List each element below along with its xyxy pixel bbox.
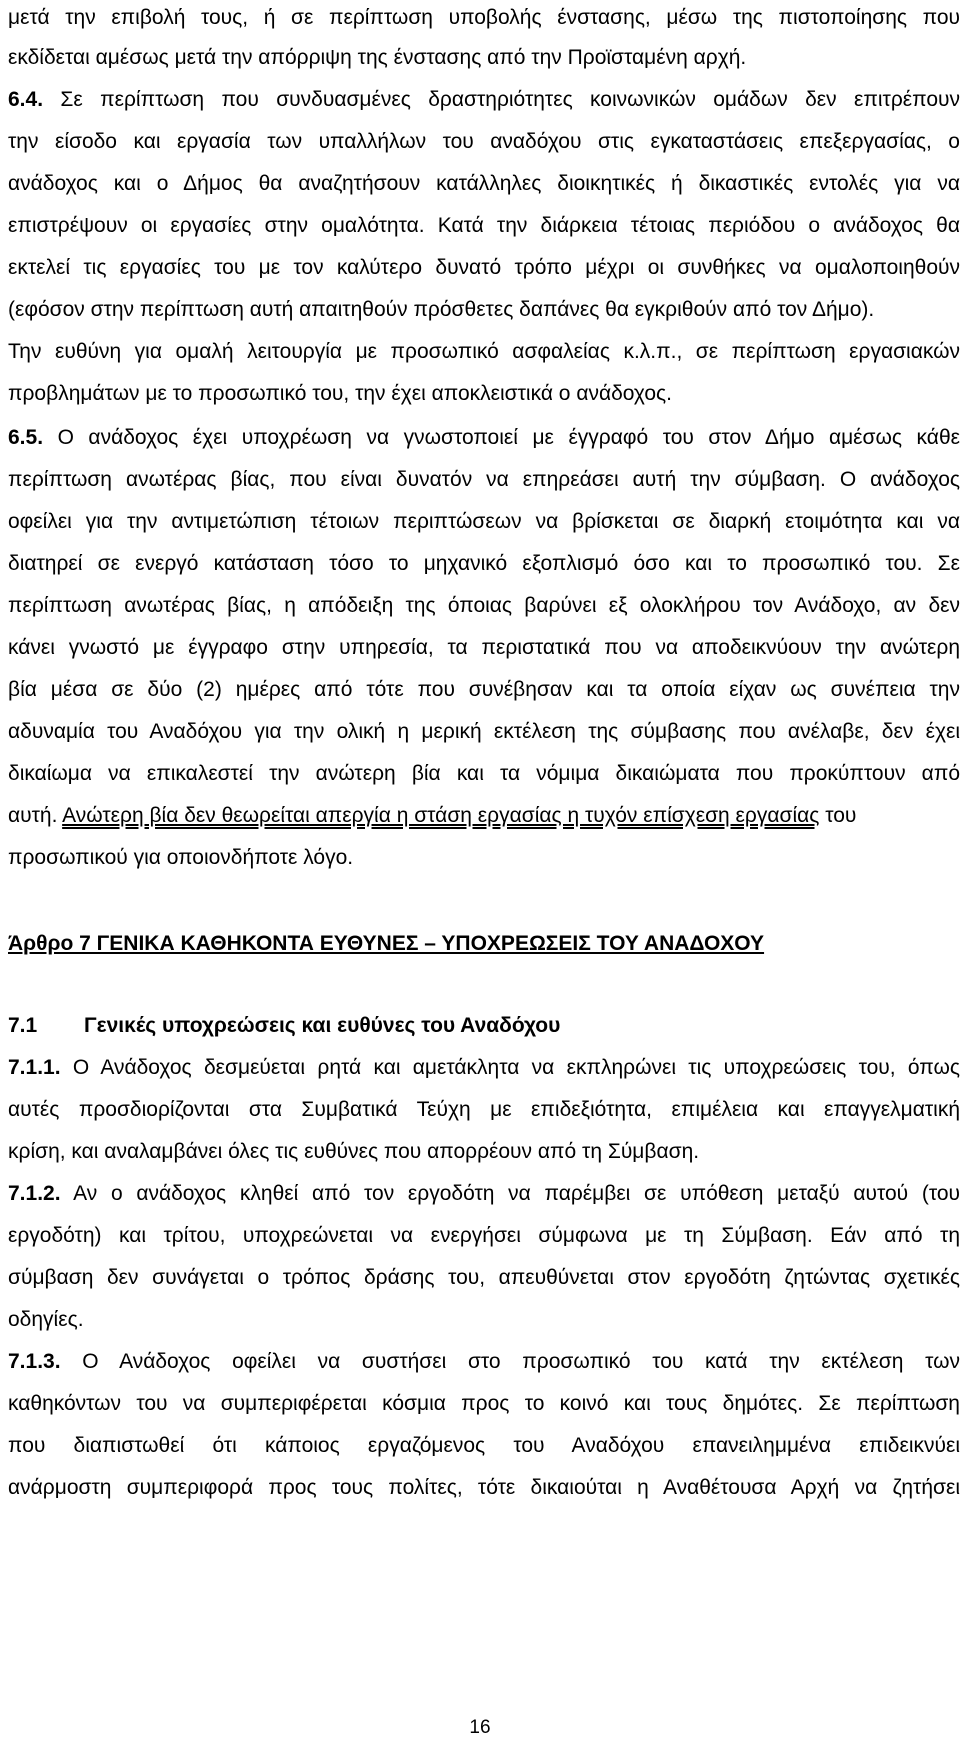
paragraph-line: σύμβαση δεν συνάγεται ο τρόπος δράσης του, απευθύνεται στον εργοδότη ζητώντας σχετικές: [8, 1266, 960, 1289]
paragraph-line: μετά την επιβολή τους, ή σε περίπτωση υποβολής ένστασης, μέσω της πιστοποίησης που: [8, 6, 960, 29]
paragraph-7-1-3-first-line: 7.1.3. Ο Ανάδοχος οφείλει να συστήσει στο προσωπικό του κατά την εκτέλεση των: [8, 1350, 960, 1373]
paragraph-line: αυτή. Ανώτερη βία δεν θεωρείται απεργία η στάση εργασίας η τυχόν επίσχεση εργασίας του: [8, 804, 857, 827]
paragraph-line: αυτές προσδιορίζονται στα Συμβατικά Τεύχη με επιδεξιότητα, επιμέλεια και επαγγελματική: [8, 1098, 960, 1121]
paragraph-line: περίπτωση ανωτέρας βίας, η απόδειξη της όποιας βαρύνει εξ ολοκλήρου τον Ανάδοχο, αν δεν: [8, 594, 960, 617]
clause-number: 6.5.: [8, 426, 44, 449]
paragraph-7-1-1-first-line: 7.1.1. Ο Ανάδοχος δεσμεύεται ρητά και αμετάκλητα να εκπληρώνει τις υποχρεώσεις του, όπως: [8, 1056, 960, 1079]
clause-number: 7.1.1.: [8, 1056, 61, 1079]
clause-number: 6.4.: [8, 88, 44, 111]
paragraph-line: οδηγίες.: [8, 1308, 84, 1331]
paragraph-line: βία μέσα σε δύο (2) ημέρες από τότε που συνέβησαν και τα οποία είχαν ως συνέπεια την: [8, 678, 960, 701]
paragraph-line: εκτελεί τις εργασίες του με τον καλύτερο δυνατό τρόπο μέχρι οι συνθήκες να ομαλοποιηθούν: [8, 256, 960, 279]
paragraph-line: ανάδοχος και ο Δήμος θα αναζητήσουν κατάλληλες διοικητικές ή δικαστικές εντολές για να: [8, 172, 960, 195]
paragraph-line: Την ευθύνη για ομαλή λειτουργία με προσωπικό ασφαλείας κ.λ.π., σε περίπτωση εργασιακών: [8, 340, 960, 363]
section-title: Γενικές υποχρεώσεις και ευθύνες του Αναδόχου: [84, 1014, 561, 1037]
paragraph-line: ανάρμοστη συμπεριφορά προς τους πολίτες, τότε δικαιούται η Αναθέτουσα Αρχή να ζητήσει: [8, 1476, 960, 1499]
paragraph-line: αδυναμία του Αναδόχου για την ολική η μερική εκτέλεση της σύμβασης που ανέλαβε, δεν έχει: [8, 720, 960, 743]
paragraph-line: που διαπιστωθεί ότι κάποιος εργαζόμενος του Αναδόχου επανειλημμένα επιδεικνύει: [8, 1434, 960, 1457]
paragraph-line: προβλημάτων με το προσωπικό του, την έχει αποκλειστικά ο ανάδοχος.: [8, 382, 672, 405]
paragraph-line: την είσοδο και εργασία των υπαλλήλων του αναδόχου στις εγκαταστάσεις επεξεργασίας, ο: [8, 130, 960, 153]
paragraph-line: καθηκόντων του να συμπεριφέρεται κόσμια προς το κοινό και τους δημότες. Σε περίπτωση: [8, 1392, 960, 1415]
paragraph-line: κρίση, και αναλαμβάνει όλες τις ευθύνες που απορρέουν από τη Σύμβαση.: [8, 1140, 700, 1163]
paragraph-line: (εφόσον στην περίπτωση αυτή απαιτηθούν πρόσθετες δαπάνες θα εγκριθούν από τον Δήμο).: [8, 298, 875, 321]
paragraph-line: κάνει γνωστό με έγγραφο στην υπηρεσία, τα περιστατικά που να αποδεικνύουν την ανώτερη: [8, 636, 960, 659]
paragraph-line: οφείλει για την αντιμετώπιση τέτοιων περιπτώσεων να βρίσκεται σε διαρκή ετοιμότητα και να: [8, 510, 960, 533]
paragraph-6-5-first-line: 6.5. Ο ανάδοχος έχει υποχρέωση να γνωστοποιεί με έγγραφό του στον Δήμο αμέσως κάθε: [8, 426, 960, 449]
underlined-statement: Ανώτερη βία δεν θεωρείται απεργία η στάση εργασίας η τυχόν επίσχεση εργασίας: [62, 804, 820, 827]
section-7-1-heading: [8, 1012, 960, 1040]
paragraph-6-4-first-line: 6.4. Σε περίπτωση που συνδυασμένες δραστηριότητες κοινωνικών ομάδων δεν επιτρέπουν: [8, 88, 960, 111]
paragraph-line: περίπτωση ανωτέρας βίας, που είναι δυνατόν να επηρεάσει αυτή την σύμβαση. Ο ανάδοχος: [8, 468, 960, 491]
paragraph-line: διατηρεί σε ενεργό κατάσταση τόσο το μηχανικό εξοπλισμό όσο και το προσωπικό του. Σε: [8, 552, 960, 575]
clause-number: 7.1.2.: [8, 1182, 61, 1205]
paragraph-line: επιστρέψουν οι εργασίες στην ομαλότητα. Κατά την διάρκεια τέτοιας περιόδου ο ανάδοχος θα: [8, 214, 960, 237]
paragraph-line: προσωπικού για οποιονδήποτε λόγο.: [8, 846, 354, 869]
paragraph-line: εργοδότη) και τρίτου, υποχρεώνεται να ενεργήσει σύμφωνα με τη Σύμβαση. Εάν από τη: [8, 1224, 960, 1247]
paragraph-line: δικαίωμα να επικαλεστεί την ανώτερη βία και τα νόμιμα δικαιώματα που προκύπτουν από: [8, 762, 960, 785]
page-number: 16: [469, 1717, 491, 1738]
article-7-heading: Άρθρο 7 ΓΕΝΙΚΑ ΚΑΘΗΚΟΝΤΑ ΕΥΘΥΝΕΣ – ΥΠΟΧΡΕΩΣΕΙΣ ΤΟΥ ΑΝΑΔΟΧΟΥ: [8, 932, 765, 955]
paragraph-line: εκδίδεται αμέσως μετά την απόρριψη της ένστασης από την Προϊσταμένη αρχή.: [8, 46, 747, 69]
paragraph-7-1-2-first-line: 7.1.2. Αν ο ανάδοχος κληθεί από τον εργοδότη να παρέμβει σε υπόθεση μεταξύ αυτού (του: [8, 1182, 960, 1205]
section-number: 7.1: [8, 1014, 38, 1037]
clause-number: 7.1.3.: [8, 1350, 61, 1373]
